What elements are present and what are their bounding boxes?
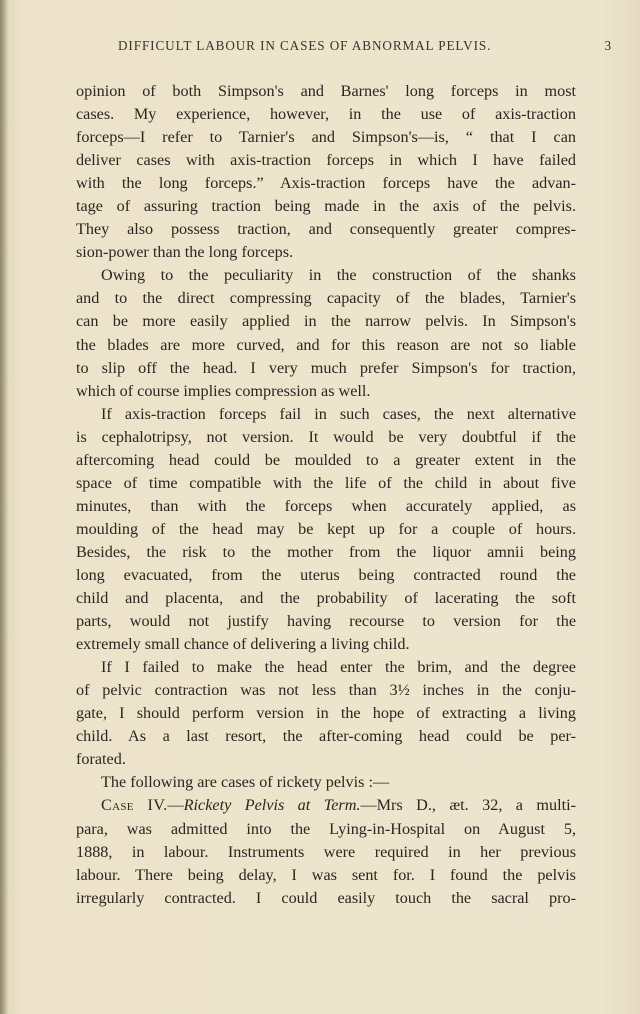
- case-label: Case IV.: [101, 796, 168, 815]
- paragraph: [76, 403, 576, 657]
- text-line: deliver cases with axis-traction forceps in which I have failed: [76, 151, 576, 170]
- text-line: with the long forceps.” Axis-traction forceps have the advan-: [76, 174, 576, 193]
- case-heading-line: [76, 794, 576, 817]
- binding-shadow: [0, 0, 8, 1014]
- text-line: child. As a last resort, the after-coming head could be per-: [76, 727, 576, 746]
- text-line: The following are cases of rickety pelvis :—: [101, 773, 390, 792]
- case-dash: —: [167, 796, 184, 815]
- text-line: can be more easily applied in the narrow pelvis. In Simpson's: [76, 312, 576, 331]
- text-line: para, was admitted into the Lying-in-Hospital on August 5,: [76, 819, 576, 838]
- text-line: If axis-traction forceps fail in such cases, the next alternative: [101, 404, 576, 423]
- text-line: space of time compatible with the life of the child in about five: [76, 473, 576, 492]
- paragraph: [76, 80, 576, 264]
- paragraph: [76, 771, 576, 794]
- text-line: sion-power than the long forceps.: [76, 243, 294, 262]
- text-line: tage of assuring traction being made in the axis of the pelvis.: [76, 197, 576, 216]
- text-line: They also possess traction, and consequently greater compres-: [76, 220, 576, 239]
- text-line: the blades are more curved, and for this reason are not so liable: [76, 335, 576, 354]
- paragraph: [76, 656, 576, 771]
- text-line: of pelvic contraction was not less than 3½ inches in the conju-: [76, 681, 576, 700]
- case-first-line: —Mrs D., æt. 32, a multi-: [360, 796, 576, 815]
- text-line: which of course implies compression as well.: [76, 381, 371, 400]
- body-text: [76, 80, 576, 910]
- text-line: irregularly contracted. I could easily touch the sacral pro-: [76, 888, 576, 907]
- text-line: forated.: [76, 750, 126, 769]
- text-line: Owing to the peculiarity in the construction of the shanks: [101, 266, 576, 285]
- text-line: labour. There being delay, I was sent for. I found the pelvis: [76, 865, 576, 884]
- case-title: Rickety Pelvis at Term.: [183, 796, 361, 815]
- text-line: minutes, than with the forceps when accurately applied, as: [76, 496, 576, 515]
- page-number: 3: [604, 38, 612, 53]
- text-line: forceps—I refer to Tarnier's and Simpson's—is, “ that I can: [76, 128, 576, 147]
- text-line: cases. My experience, however, in the use of axis-traction: [76, 105, 576, 124]
- case-report: [76, 794, 576, 909]
- text-line: is cephalotripsy, not version. It would be very doubtful if the: [76, 427, 576, 446]
- paragraph: [76, 264, 576, 402]
- text-line: If I failed to make the head enter the brim, and the degree: [101, 658, 576, 677]
- text-line: aftercoming head could be moulded to a greater extent in the: [76, 450, 576, 469]
- text-line: 1888, in labour. Instruments were required in her previous: [76, 842, 576, 861]
- text-line: and to the direct compressing capacity of the blades, Tarnier's: [76, 289, 576, 308]
- running-head-title: DIFFICULT LABOUR IN CASES OF ABNORMAL PELVIS.: [118, 38, 492, 53]
- text-line: long evacuated, from the uterus being contracted round the: [76, 565, 576, 584]
- text-line: Besides, the risk to the mother from the liquor amnii being: [76, 542, 576, 561]
- text-line: parts, would not justify having recourse to version for the: [76, 612, 576, 631]
- text-line: child and placenta, and the probability of lacerating the soft: [76, 589, 576, 608]
- text-line: to slip off the head. I very much prefer Simpson's for traction,: [76, 358, 576, 377]
- text-line: gate, I should perform version in the hope of extracting a living: [76, 704, 576, 723]
- text-line: opinion of both Simpson's and Barnes' long forceps in most: [76, 82, 576, 100]
- text-line: extremely small chance of delivering a living child.: [76, 635, 410, 654]
- text-line: moulding of the head may be kept up for a couple of hours.: [76, 519, 576, 538]
